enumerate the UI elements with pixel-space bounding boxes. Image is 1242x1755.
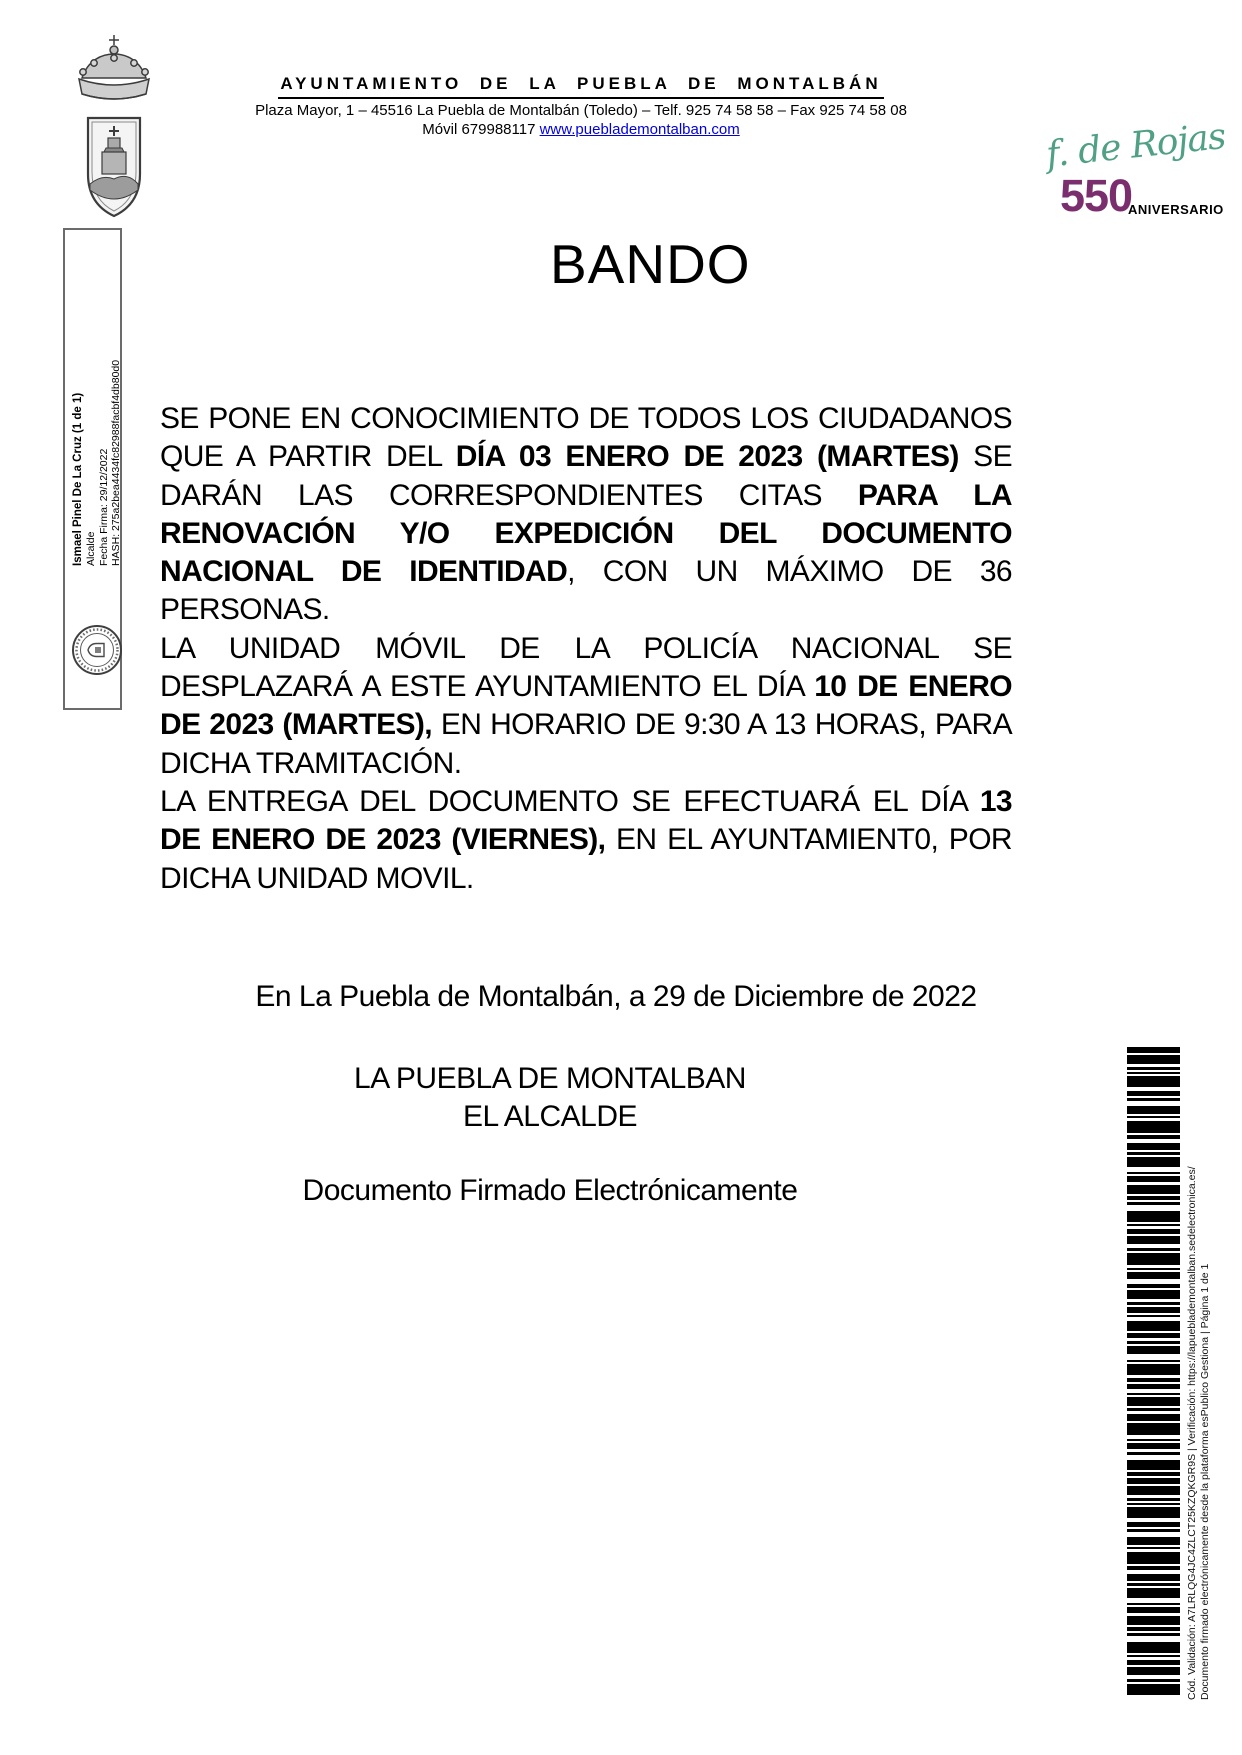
closing-role: EL ALCALDE	[463, 1100, 637, 1133]
date-place-line: En La Puebla de Montalbán, a 29 de Diciembre de 2022	[255, 980, 977, 1013]
barcode	[1127, 1047, 1180, 1695]
verification-text-block	[1186, 1058, 1212, 1700]
header-title: AYUNTAMIENTO DE LA PUEBLA DE MONTALBÁN	[278, 74, 883, 99]
signer-role: Alcalde	[85, 531, 97, 566]
logo-script-text: f. de Rojas	[1044, 116, 1228, 176]
paragraph: LA ENTREGA DEL DOCUMENTO SE EFECTUARÁ EL DÍA 13 DE ENERO DE 2023 (VIERNES), EN EL AYUNTAMIENT0, POR DICHA UNIDAD MOVIL.	[160, 784, 1012, 895]
signature-date: Fecha Firma: 29/12/2022	[97, 448, 110, 566]
body-text	[160, 400, 1012, 898]
letterhead	[160, 74, 1002, 138]
verification-line-1: Cód. Validación: A7LRLQG4JC4ZLCT25KZQKGR9S | Verificación: https://lapueblademontalban.sedelectronica.es/	[1186, 1166, 1198, 1700]
signer-name: Ismael Pinel De La Cruz (1 de 1)	[72, 392, 84, 566]
header-mobile-line	[160, 121, 1002, 138]
closing-organization: LA PUEBLA DE MONTALBAN	[354, 1062, 746, 1095]
document-title: BANDO	[550, 233, 751, 295]
mobile-number: Móvil 679988117	[422, 121, 540, 138]
signature-hash: HASH: 275a2bea4434fc82988facbf4db80d0	[110, 359, 122, 566]
official-seal-icon	[71, 622, 123, 678]
website-link[interactable]: www.pueblademontalban.com	[539, 121, 740, 138]
anniversary-logo	[1044, 116, 1228, 222]
signature-text-block	[72, 328, 123, 566]
paragraph: LA UNIDAD MÓVIL DE LA POLICÍA NACIONAL SE DESPLAZARÁ A ESTE AYUNTAMIENTO EL DÍA 10 DE ENERO DE 2023 (MARTES), EN HORARIO DE 9:30 A 13 HORAS, PARA DICHA TRAMITACIÓN.	[160, 631, 1012, 780]
crown-icon	[79, 35, 149, 99]
municipal-coat-of-arms	[70, 32, 158, 230]
verification-line-2: Documento firmado electrónicamente desde la plataforma esPublico Gestiona | Página 1 de 1	[1199, 1263, 1211, 1700]
shield-icon	[88, 118, 140, 216]
paragraph: SE PONE EN CONOCIMIENTO DE TODOS LOS CIUDADANOS QUE A PARTIR DEL DÍA 03 ENERO DE 2023 (MARTES) SE DARÁN LAS CORRESPONDIENTES CITAS PARA LA RENOVACIÓN Y/O EXPEDICIÓN DEL DOCUMENTO NACIONAL DE IDENTIDAD, CON UN MÁXIMO DE 36 PERSONAS.	[160, 402, 1013, 627]
header-address: Plaza Mayor, 1 – 45516 La Puebla de Montalbán (Toledo) – Telf. 925 74 58 58 – Fax 925 74 58 08	[255, 102, 907, 119]
signed-electronically-line: Documento Firmado Electrónicamente	[302, 1174, 798, 1207]
logo-caption: ANIVERSARIO	[1128, 202, 1224, 217]
logo-550-number: 550	[1060, 170, 1133, 221]
